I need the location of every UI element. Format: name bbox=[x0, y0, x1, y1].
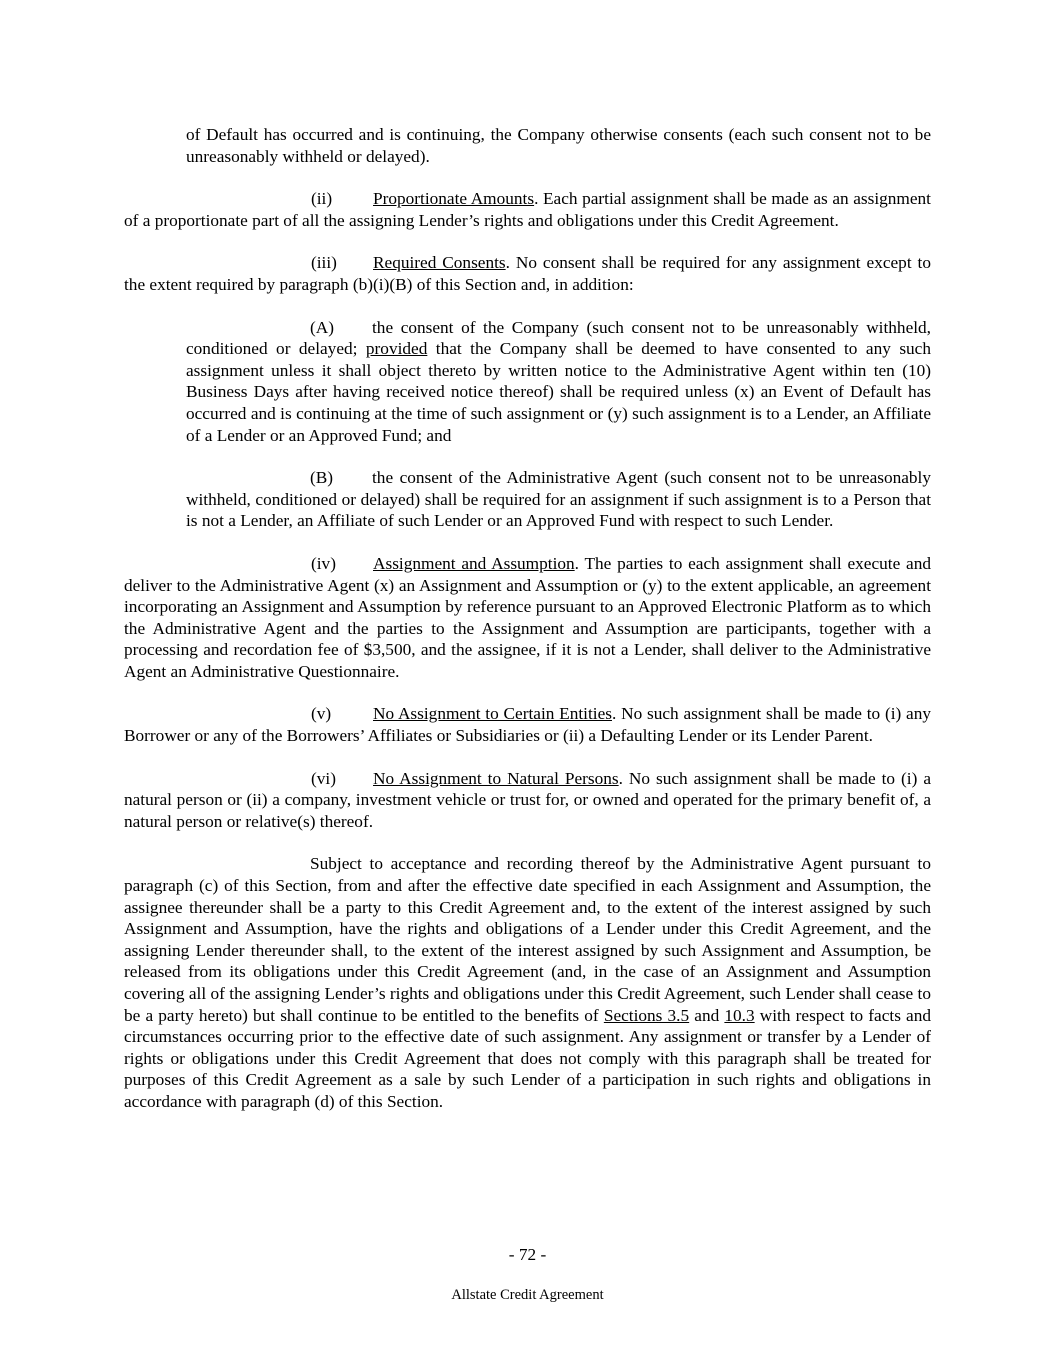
clause-heading: No Assignment to Natural Persons bbox=[373, 768, 619, 788]
clause-ii bbox=[124, 188, 931, 231]
clause-heading: Required Consents bbox=[373, 253, 506, 273]
paragraph-text: and bbox=[689, 1005, 725, 1025]
clause-text: . No consent shall be required for any assignment except to the extent required by paragraph (b)(i)(B) of this Section and, in addition: bbox=[124, 253, 931, 294]
provided-term: provided bbox=[365, 339, 428, 359]
paragraph-text: Subject to acceptance and recording thereof by the Administrative Agent pursuant to paragraph (c) of this Section, from and after the effective date specified in each Assignment and Assumption, the assignee thereunder shall be a party to this Credit Agreement and, to the extent of the interest assigned by such Assignment and Assumption, have the rights and obligations of a Lender under this Credit Agreement, and the assigning Lender thereunder shall, to the extent of the interest assigned by such Assignment and Assumption, be released from its obligations under this Credit Agreement (and, in the case of an Assignment and Assumption covering all of the assigning Lender’s rights and obligations under this Credit Agreement, such Lender shall cease to be a party hereto) but shall continue to be entitled to the benefits of bbox=[124, 854, 931, 1025]
clause-B bbox=[186, 467, 931, 532]
section-reference: Sections 3.5 bbox=[603, 1005, 690, 1025]
section-reference: 10.3 bbox=[724, 1005, 755, 1025]
page-number: - 72 - bbox=[508, 1245, 547, 1264]
clause-label: (ii) bbox=[311, 189, 333, 209]
clause-vi bbox=[124, 768, 931, 833]
clause-label: (v) bbox=[311, 704, 332, 724]
clause-text: . No such assignment shall be made to (i) any Borrower or any of the Borrowers’ Affiliates or Subsidiaries or (ii) a Defaulting Lender or its Lender Parent. bbox=[124, 704, 931, 746]
clause-iv bbox=[124, 553, 931, 683]
clause-text: the consent of the Company (such consent not to be unreasonably withheld, conditioned or delayed; bbox=[186, 317, 931, 359]
paragraph-continuation bbox=[124, 124, 931, 167]
document-page bbox=[124, 124, 931, 1134]
clause-B-block bbox=[124, 467, 931, 532]
clause-text: the consent of the Administrative Agent (such consent not to be unreasonably withheld, conditioned or delayed) shall be required for an assignment if such assignment is to a Person that is not a Lender, an Affiliate of such Lender or an Approved Fund with respect to such Lender. bbox=[186, 468, 931, 531]
clause-heading: Proportionate Amounts bbox=[373, 189, 535, 209]
clause-label: (A) bbox=[310, 317, 334, 337]
paragraph-subject-to bbox=[124, 853, 931, 1112]
clause-v bbox=[124, 703, 931, 746]
clause-iii bbox=[124, 252, 931, 295]
clause-label: (B) bbox=[310, 468, 334, 488]
clause-label: (iii) bbox=[311, 253, 337, 273]
clause-heading: Assignment and Assumption bbox=[373, 553, 575, 573]
clause-text: that the Company shall be deemed to have consented to any such assignment unless it shall object thereto by written notice to the Administrative Agent within ten (10) Business Days after having received notice thereof) shall be required unless (x) an Event of Default has occurred and is continuing at the time of such assignment or (y) such assignment is to a Lender, an Affiliate of a Lender or an Approved Fund; and bbox=[186, 339, 931, 445]
clause-text: . No such assignment shall be made to (i) a natural person or (ii) a company, investment vehicle or trust for, or owned and operated for the primary benefit of, a natural person or relative(s) thereof. bbox=[124, 768, 931, 831]
document-title-footer: Allstate Credit Agreement bbox=[451, 1287, 604, 1303]
clause-label: (vi) bbox=[311, 768, 336, 788]
clause-label: (iv) bbox=[311, 553, 336, 573]
clause-text: . Each partial assignment shall be made as an assignment of a proportionate part of all the assigning Lender’s rights and obligations under this Credit Agreement. bbox=[124, 189, 931, 230]
paragraph-text: with respect to facts and circumstances occurring prior to the effective date of such assignment. Any assignment or transfer by a Lender of rights or obligations under this Credit Agreement that does not comply with this paragraph shall be treated for purposes of this Credit Agreement as a sale by such Lender of a participation in such rights and obligations in accordance with paragraph (d) of this Section. bbox=[124, 1005, 932, 1111]
clause-A-block bbox=[124, 317, 931, 447]
paragraph-text: of Default has occurred and is continuing, the Company otherwise consents (each such consent not to be unreasonably withheld or delayed). bbox=[186, 125, 931, 166]
clause-heading: No Assignment to Certain Entities bbox=[373, 704, 612, 724]
clause-A bbox=[186, 317, 931, 447]
clause-text: . The parties to each assignment shall execute and deliver to the Administrative Agent (x) an Assignment and Assumption or (y) to the extent applicable, an agreement incorporating an Assignment and Assumption by reference pursuant to an Approved Electronic Platform as to which the Administrative Agent and the parties to the Assignment and Assumption are participants, together with a processing and recordation fee of $3,500, and the assignee, if it is not a Lender, shall deliver to the Administrative Agent an Administrative Questionnaire. bbox=[124, 553, 931, 681]
